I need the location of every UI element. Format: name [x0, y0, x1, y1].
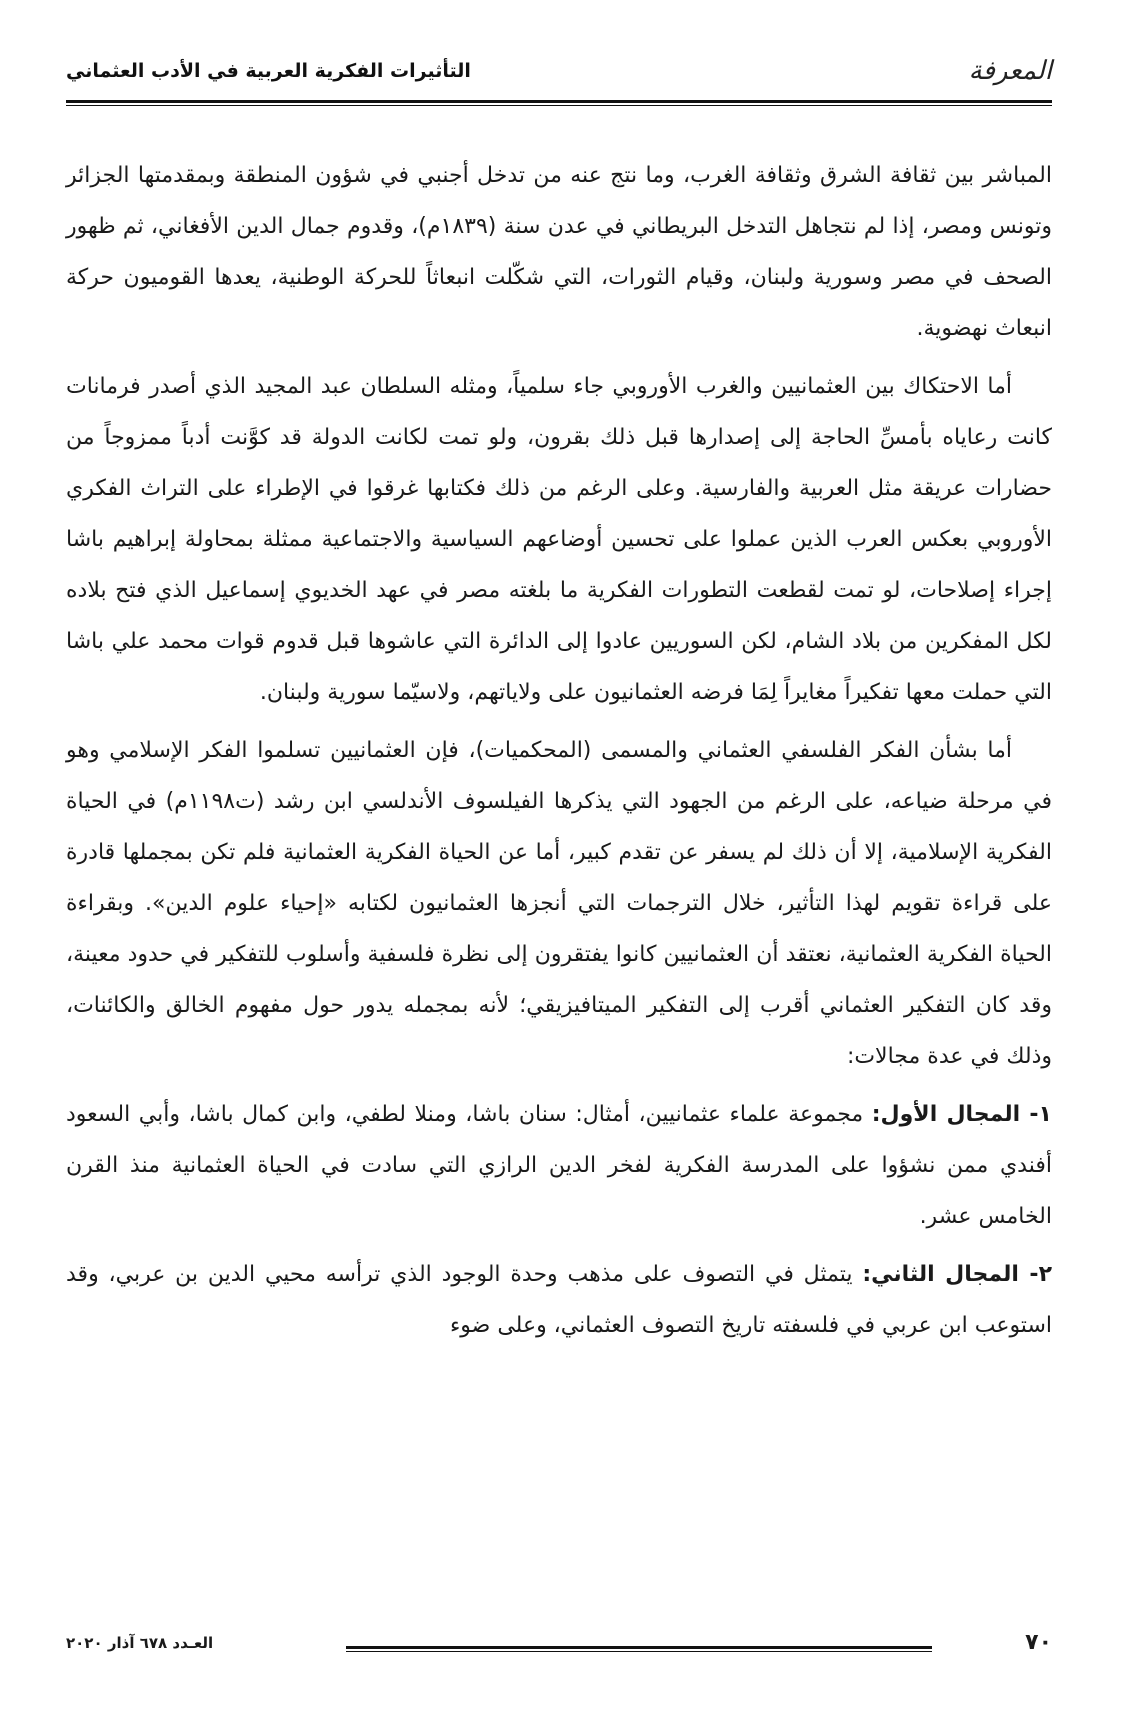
list-item-text: يتمثل في التصوف على مذهب وحدة الوجود الذي ترأسه محيي الدين بن عربي، وقد استوعب ابن عربي في فلسفته تاريخ التصوف العثماني، وعلى ضوء	[66, 1262, 1052, 1338]
list-item-2	[66, 1249, 1052, 1351]
page-number: ٧٠	[1025, 1630, 1052, 1655]
issue-info: العـدد ٦٧٨ آذار ٢٠٢٠	[66, 1634, 214, 1652]
header-rule	[66, 100, 1052, 106]
page-header	[66, 46, 1052, 94]
list-item-text: مجموعة علماء عثمانيين، أمثال: سنان باشا، ومنلا لطفي، وابن كمال باشا، وأبي السعود أفندي ممن نشؤوا على المدرسة الفكرية لفخر الدين الرازي التي سادت في الحياة العثمانية منذ القرن الخامس عشر.	[66, 1102, 1052, 1229]
list-item-label: ٢- المجال الثاني:	[862, 1262, 1052, 1287]
list-item-label: ١- المجال الأول:	[871, 1102, 1052, 1127]
footer-rule	[346, 1646, 932, 1652]
page-footer	[66, 1630, 1052, 1670]
journal-logo: المعرفة	[968, 56, 1052, 86]
paragraph-3: أما بشأن الفكر الفلسفي العثماني والمسمى (المحكميات)، فإن العثمانيين تسلموا الفكر الإسلامي وهو في مرحلة ضياعه، على الرغم من الجهود التي يذكرها الفيلسوف الأندلسي ابن رشد (ت١١٩٨م) في الحياة الفكرية الإسلامية، إلا أن ذلك لم يسفر عن تقدم كبير، أما عن الحياة الفكرية العثمانية فلم تكن بمجملها قادرة على قراءة تقويم لهذا التأثير، خلال الترجمات التي أنجزها العثمانيون لكتابه «إحياء علوم الدين». وبقراءة الحياة الفكرية العثمانية، نعتقد أن العثمانيين كانوا يفتقرون إلى نظرة فلسفية وأسلوب للتفكير في حدود معينة، وقد كان التفكير العثماني أقرب إلى التفكير الميتافيزيقي؛ لأنه بمجمله يدور حول مفهوم الخالق والكائنات، وذلك في عدة مجالات:	[66, 738, 1053, 1069]
paragraph-1: المباشر بين ثقافة الشرق وثقافة الغرب، وما نتج عنه من تدخل أجنبي في شؤون المنطقة وبمقدمتها الجزائر وتونس ومصر، إذا لم نتجاهل التدخل البريطاني في عدن سنة (١٨٣٩م)، وقدوم جمال الدين الأفغاني، ثم ظهور الصحف في مصر وسورية ولبنان، وقيام الثورات، التي شكّلت انبعاثاً للحركة الوطنية، يعدها القوميون حركة انبعاث نهضوية.	[66, 163, 1052, 341]
article-body	[66, 150, 1052, 1358]
list-item-1	[66, 1089, 1052, 1242]
running-title: التأثيرات الفكرية العربية في الأدب العثماني	[66, 60, 471, 82]
paragraph-2: أما الاحتكاك بين العثمانيين والغرب الأوروبي جاء سلمياً، ومثله السلطان عبد المجيد الذي أصدر فرمانات كانت رعاياه بأمسِّ الحاجة إلى إصدارها قبل ذلك بقرون، ولو تمت لكانت الدولة قد كوَّنت أدباً ممزوجاً من حضارات عريقة مثل العربية والفارسية. وعلى الرغم من ذلك فكتابها غرقوا في الإطراء على التراث الفكري الأوروبي بعكس العرب الذين عملوا على تحسين أوضاعهم السياسية والاجتماعية ممثلة بمحاولة إبراهيم باشا إجراء إصلاحات، لو تمت لقطعت التطورات الفكرية ما بلغته مصر في عهد الخديوي إسماعيل الذي فتح بلاده لكل المفكرين من بلاد الشام، لكن السوريين عادوا إلى الدائرة التي عاشوها قبل قدوم قوات محمد علي باشا التي حملت معها تفكيراً مغايراً لِمَا فرضه العثمانيون على ولاياتهم، ولاسيّما سورية ولبنان.	[66, 374, 1052, 705]
